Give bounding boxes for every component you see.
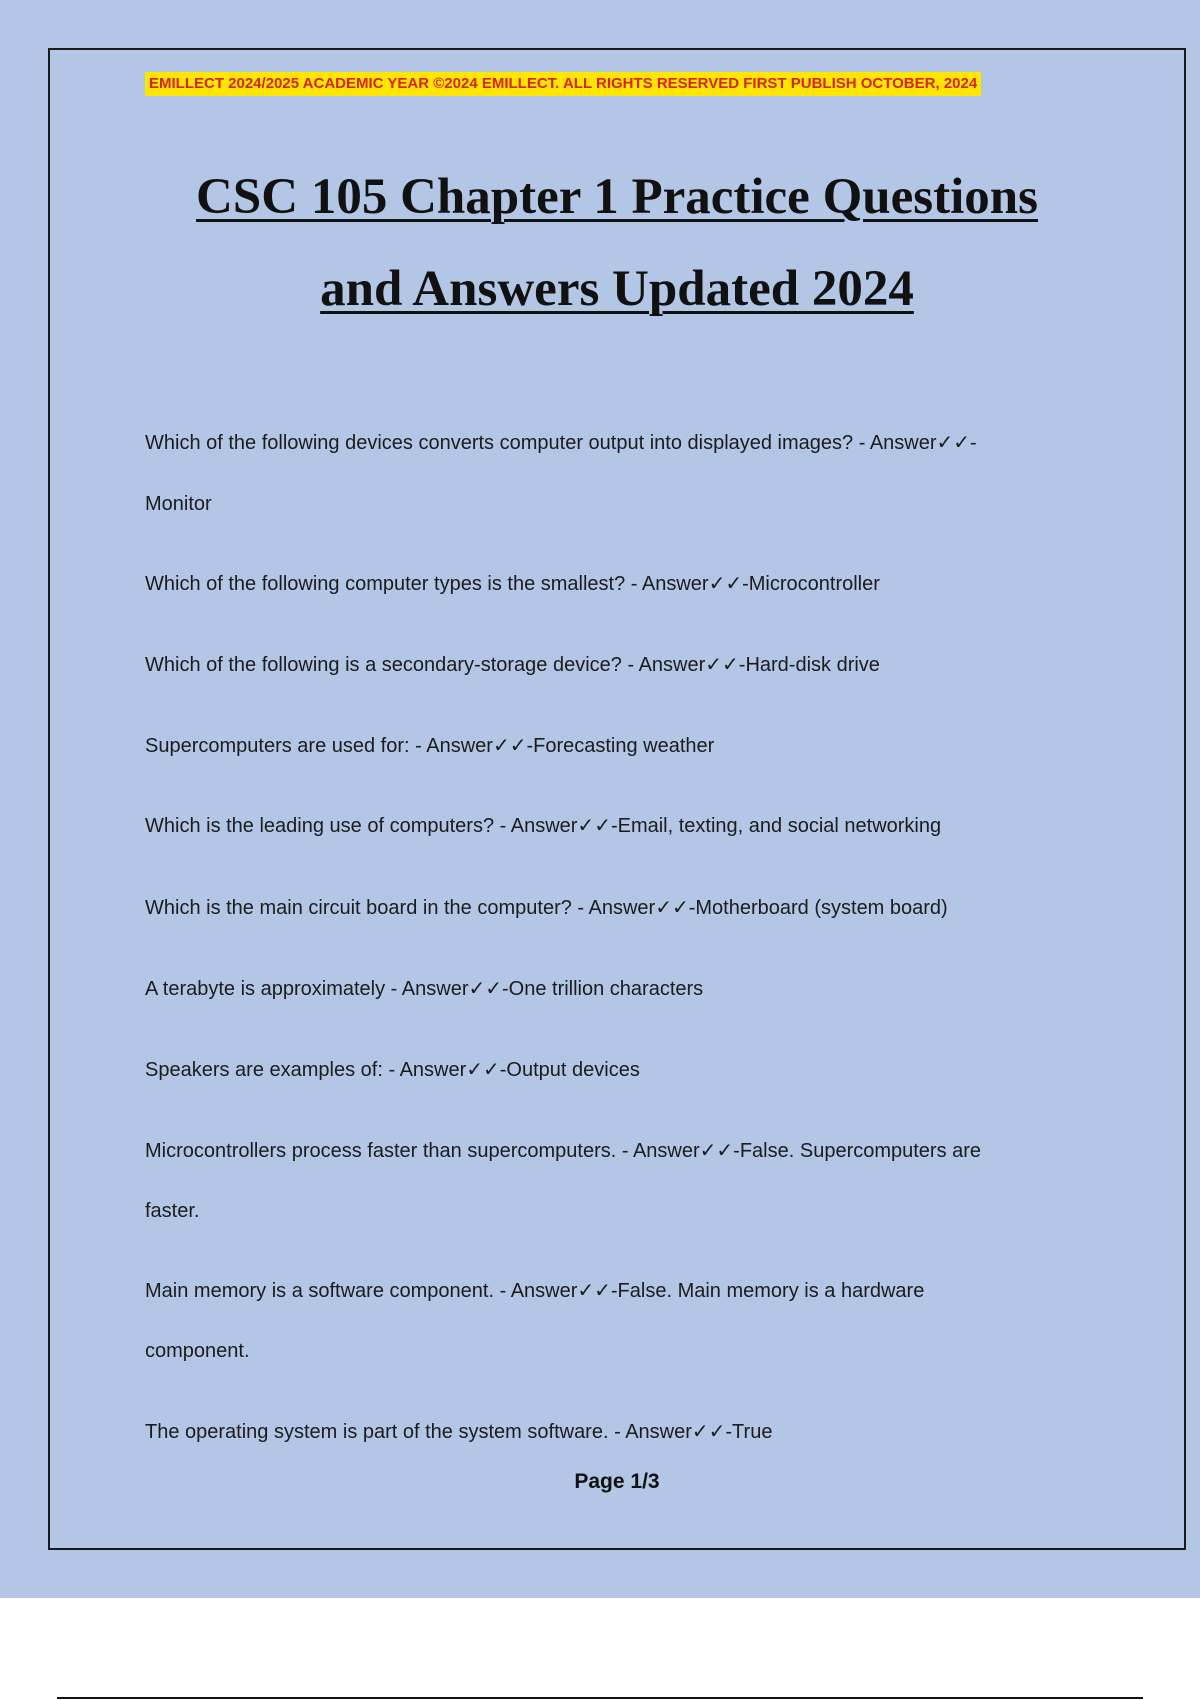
qa-item-10-line-2: component. — [145, 1340, 250, 1362]
qa-item-4: Supercomputers are used for: - Answer✓✓-Forecasting weather — [145, 735, 715, 757]
qa-item-11: The operating system is part of the system software. - Answer✓✓-True — [145, 1421, 773, 1443]
qa-item-9-line-2: faster. — [145, 1200, 200, 1222]
qa-item-10-line-1: Main memory is a software component. - Answer✓✓-False. Main memory is a hardware — [145, 1280, 925, 1302]
qa-item-1-line-1: Which of the following devices converts computer output into displayed images? - Answer✓✓- — [145, 432, 977, 454]
qa-item-9-line-1: Microcontrollers process faster than supercomputers. - Answer✓✓-False. Supercomputers are — [145, 1140, 982, 1162]
bottom-divider — [57, 1697, 1143, 1699]
document-title-line-2: and Answers Updated 2024 — [320, 261, 914, 317]
copyright-banner: EMILLECT 2024/2025 ACADEMIC YEAR ©2024 EMILLECT. ALL RIGHTS RESERVED FIRST PUBLISH OCTOBER, 2024 — [145, 72, 981, 96]
qa-item-6: Which is the main circuit board in the computer? - Answer✓✓-Motherboard (system board) — [145, 897, 948, 919]
document-title-line-1: CSC 105 Chapter 1 Practice Questions — [196, 169, 1038, 225]
qa-item-5: Which is the leading use of computers? - Answer✓✓-Email, texting, and social networking — [145, 815, 942, 837]
qa-item-8: Speakers are examples of: - Answer✓✓-Output devices — [145, 1059, 640, 1081]
qa-item-3: Which of the following is a secondary-storage device? - Answer✓✓-Hard-disk drive — [145, 654, 880, 676]
page-number: Page 1/3 — [574, 1470, 660, 1493]
qa-item-1-line-2: Monitor — [145, 493, 212, 515]
qa-item-2: Which of the following computer types is the smallest? - Answer✓✓-Microcontroller — [145, 573, 880, 595]
qa-item-7: A terabyte is approximately - Answer✓✓-One trillion characters — [145, 978, 704, 1000]
